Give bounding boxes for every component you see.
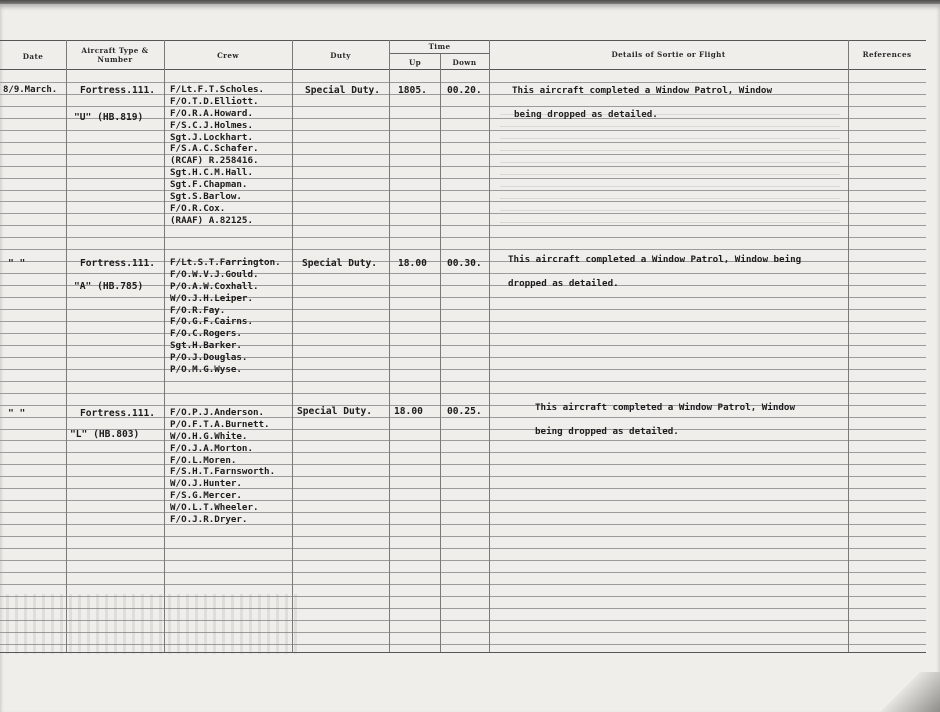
ruled-line [0,500,926,501]
entry-date: 8/9.March. [3,85,58,95]
details-line: dropped as detailed. [508,278,619,289]
column-divider [66,40,67,652]
ruled-line [0,297,926,298]
ruled-line [0,488,926,489]
bleed-through-texture [0,594,300,654]
header-time: Time [428,42,451,51]
column-divider [389,40,390,652]
column-divider [848,40,849,652]
crew-member: Sgt.F.Chapman. [170,179,248,191]
column-divider [164,40,165,652]
crew-member: F/O.L.Moren. [170,454,237,466]
header-duty: Duty [330,51,351,60]
details-line: This aircraft completed a Window Patrol, Window being [508,254,802,265]
entry-aircraft-type: Fortress.111. [80,408,156,419]
crew-member: W/O.J.H.Leiper. [170,292,253,304]
ruled-line [0,524,926,525]
ruled-line [0,369,926,370]
entry-duty: Special Duty. [297,406,373,417]
crew-member: W/O.L.T.Wheeler. [170,502,259,514]
ruled-line [0,584,926,585]
header-crew: Crew [217,51,239,60]
entry-aircraft-number: "A" (HB.785) [74,281,144,292]
header-details: Details of Sortie or Flight [611,50,726,59]
crew-member: F/S.A.C.Schafer. [170,143,259,155]
ruled-line [0,69,926,70]
entry-aircraft-type: Fortress.111. [80,258,156,269]
ruled-line [0,357,926,358]
crew-member: P/O.M.G.Wyse. [170,364,242,376]
operations-record-sheet [0,4,940,712]
ruled-line [0,82,926,83]
crew-member: Sgt.J.Lockhart. [170,131,253,143]
ruled-line [0,393,926,394]
entry-duty: Special Duty. [305,85,381,96]
header-time-down: Down [452,58,477,67]
crew-member: F/Lt.S.T.Farrington. [170,257,281,268]
ruled-line [0,237,926,238]
entry-aircraft-number: "L" (HB.803) [70,429,140,440]
details-line: being dropped as detailed. [535,426,679,437]
crew-member: F/O.G.F.Cairns. [170,316,253,328]
entry-crew-list [170,407,275,526]
ruled-line [0,536,926,537]
crew-member: P/O.F.T.A.Burnett. [170,418,270,430]
crew-member: Sgt.S.Barlow. [170,191,242,203]
entry-time-down: 00.20. [447,85,482,96]
crew-member: W/O.J.Hunter. [170,478,242,490]
crew-member: F/S.H.T.Farnsworth. [170,466,276,478]
crew-member: (RCAF) R.258416. [170,155,259,167]
entry-duty: Special Duty. [302,258,378,269]
crew-member: (RAAF) A.82125. [170,214,253,226]
ruled-line [0,464,926,465]
entry-crew-list [170,257,281,376]
column-divider [489,40,490,652]
bleed-through-texture [500,114,840,234]
crew-member: P/O.A.W.Coxhall. [170,280,259,292]
crew-member: F/S.G.Mercer. [170,490,242,502]
crew-member: F/O.R.Cox. [170,202,226,214]
entry-time-up: 18.00 [394,406,423,417]
ruled-line [0,321,926,322]
ruled-line [0,106,926,107]
page-curl [870,672,940,712]
ruled-line [0,560,926,561]
ruled-line [0,512,926,513]
crew-member: W/O.H.G.White. [170,430,248,442]
entry-details [535,402,795,438]
column-divider [440,54,441,652]
ruled-line [0,249,926,250]
entry-time-up: 1805. [398,85,427,96]
entry-crew-list [170,84,264,227]
entry-time-up: 18.00 [398,258,427,269]
entry-aircraft-type: Fortress.111. [80,85,156,96]
crew-member: Sgt.H.Barker. [170,340,242,352]
crew-member: Sgt.H.C.M.Hall. [170,167,253,179]
header-aircraft: Aircraft Type & Number [81,46,149,64]
crew-member: F/Lt.F.T.Scholes. [170,84,265,95]
entry-details [508,254,801,290]
time-subheader-rule [390,53,489,54]
details-line: This aircraft completed a Window Patrol, Window [535,402,795,413]
ruled-line [0,548,926,549]
crew-member: F/O.J.R.Dryer. [170,514,248,526]
details-line: being dropped as detailed. [514,109,658,120]
crew-member: F/O.W.V.J.Gould. [170,268,259,280]
ruled-line [0,476,926,477]
crew-member: F/O.C.Rogers. [170,328,242,340]
crew-member: F/O.P.J.Anderson. [170,407,265,418]
crew-member: F/O.J.A.Morton. [170,442,253,454]
ruled-line [0,572,926,573]
ruled-line [0,381,926,382]
details-line: This aircraft completed a Window Patrol, Window [512,85,772,96]
entry-time-down: 00.30. [447,258,482,269]
entry-date: " " [8,408,26,419]
crew-member: F/O.R.A.Howard. [170,107,253,119]
header-references: References [862,50,912,59]
header-date: Date [22,52,44,61]
header-time-up: Up [408,58,422,67]
entry-date: " " [8,258,26,269]
ruled-line [0,345,926,346]
crew-member: F/S.C.J.Holmes. [170,119,253,131]
entry-aircraft-number: "U" (HB.819) [74,112,144,123]
ruled-line [0,452,926,453]
column-divider [292,40,293,652]
crew-member: F/O.T.D.Elliott. [170,95,259,107]
entry-time-down: 00.25. [447,406,482,417]
crew-member: F/O.R.Fay. [170,304,226,316]
crew-member: P/O.J.Douglas. [170,352,248,364]
ruled-line [0,333,926,334]
ruled-line [0,309,926,310]
